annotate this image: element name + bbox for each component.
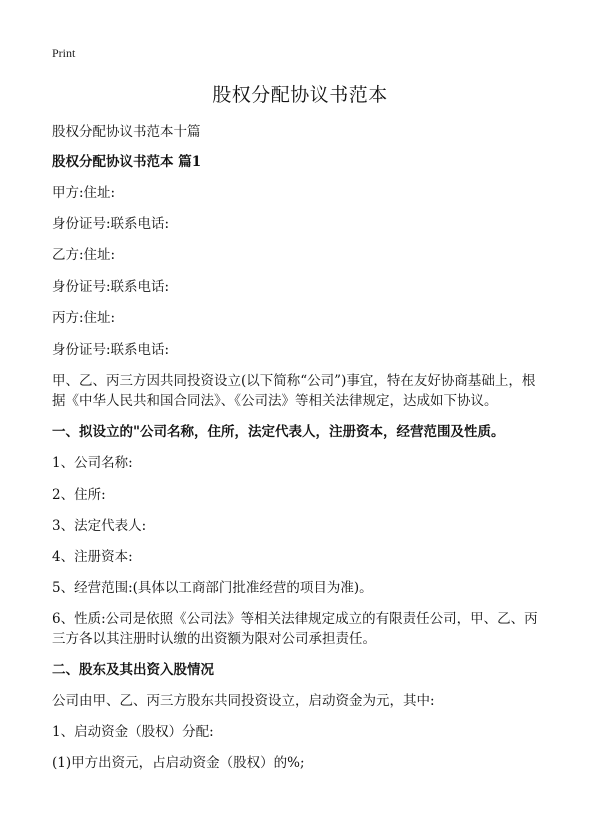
intro-line-1: 甲、乙、丙三方因共同投资设立(以下简称“公司”)事宜，特在友好协商基础上，根: [52, 373, 536, 389]
item-5: 5、经营范围:(具体以工商部门批准经营的项目为准)。: [52, 580, 373, 596]
item-2-1-a: (1)甲方出资元，占启动资金（股权）的%;: [52, 755, 305, 771]
item-1: 1、公司名称:: [52, 455, 133, 471]
item-2-1: 1、启动资金（股权）分配:: [52, 724, 214, 740]
party-a-id: 身份证号:联系电话:: [52, 216, 170, 232]
party-b-id: 身份证号:联系电话:: [52, 279, 170, 295]
heading-2: 二、股东及其出资入股情况: [52, 662, 214, 678]
intro-line-2: 据《中华人民共和国合同法》、《公司法》等相关法律规定，达成如下协议。: [52, 393, 498, 409]
party-b-address: 乙方:住址:: [52, 247, 116, 263]
document-title: 股权分配协议书范本: [212, 84, 388, 106]
party-c-id: 身份证号:联系电话:: [52, 342, 170, 358]
item-4: 4、注册资本:: [52, 549, 133, 565]
party-a-address: 甲方:住址:: [52, 185, 116, 201]
document-subtitle: 股权分配协议书范本十篇: [52, 124, 201, 140]
item-2: 2、住所:: [52, 487, 106, 503]
section-heading: 股权分配协议书范本 篇1: [52, 154, 202, 170]
item-3: 3、法定代表人:: [52, 518, 147, 534]
print-label: Print: [52, 46, 76, 60]
item-6-line-2: 三方各以其注册时认缴的出资额为限对公司承担责任。: [52, 631, 376, 647]
heading-1: 一、拟设立的"公司名称，住所，法定代表人，注册资本，经营范围及性质。: [52, 424, 505, 440]
item-6-line-1: 6、性质:公司是依照《公司法》等相关法律规定成立的有限责任公司，甲、乙、丙: [52, 611, 538, 627]
paragraph-2: 公司由甲、乙、丙三方股东共同投资设立，启动资金为元，其中:: [52, 693, 435, 709]
party-c-address: 丙方:住址:: [52, 310, 116, 326]
